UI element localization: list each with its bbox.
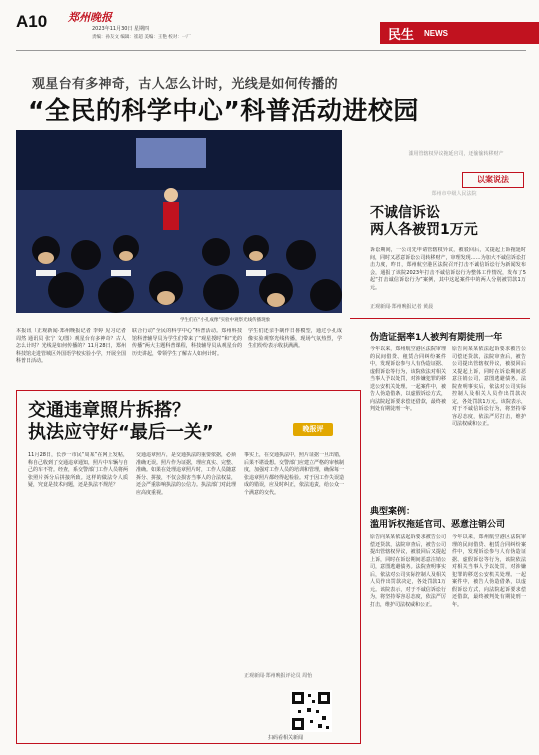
qr-pattern-icon	[290, 690, 332, 732]
headline-kicker: 观星台有多神奇，古人怎么计时，光线是如何传播的	[32, 77, 338, 92]
commentary-byline: 正观新闻·郑州晚报评论员 周怡	[244, 673, 313, 679]
story-byline: 正观新闻·郑州晚报记者 黄晨	[370, 304, 434, 310]
column-stamp: 以案说法	[462, 172, 524, 188]
page-number: A10	[16, 12, 48, 31]
masthead-divider	[16, 50, 526, 51]
qr-caption: 扫码看相关新闻	[268, 735, 304, 741]
commentary-title	[28, 400, 214, 444]
classroom-photo	[16, 130, 342, 313]
story-body2-cont: 原告向某某依法起诉要求被告公司偿还货款，法院审查后，被告公司提出管辖权异议，被驳回后又提起上诉，同时在诉讼期间恶意注销公司，意图逃避债务。法院查明事实后，依法对公司实际控制人及相关人员作出罚款决定，各处罚款1万元。该院表示，对于不诚信诉讼行为，将坚持零容忍态度，依法严厉打击，维护司法权威和公正。	[452, 346, 526, 427]
story-tagline: 滥用管辖权异议拖延官司，还偷偷转移财产	[408, 151, 504, 157]
story-lead: 诉讼期间，一公司先申请管辖权异议，被驳回后，又提起上诉拖延时间，同时又恶意诉讼公司转移财产，审理发现……为加大不诚信诉讼打击力度，昨日，郑州航空港区法院召开打击不诚信诉讼行为新闻发布会，通报了该院2023年打击不诚信诉讼行为整体工作情况，发布了5起“打击诚信诉讼行为”案例，其中这起案件中的两人分别被罚款1万元。	[370, 247, 526, 291]
lead-article-col3: 学生们还亲手制作日晷模型，通过小孔成像实验观察光线传播，现场气氛热烈，学生们纷纷表示收获满满。	[248, 328, 342, 349]
lead-article-col1: 本报讯（正观新闻·郑州晚报记者 李婷 见习记者 周然 通讯员 张宁 文/图）观星台有多神奇？古人怎么计时？光线是如何传播的？11月28日，郑州科技馆走进管城区外国语学校实验小学，开展全国科普日活动。	[16, 328, 126, 364]
commentary-title-line1: 交通违章照片拆搭？	[28, 400, 190, 421]
commentary-col3: 事实上，在交通执法中，照片证据一旦出错，后果不堪设想。交警部门应建立严格的审核制度，加强对工作人员的培训和管理，确保每一张违章照片都经得起检验。对于因工作失误造成的错误，应及时纠正，依法追责，给公众一个满意的交代。	[244, 452, 344, 496]
commentary-col2: 交通违章照片，是交通执法的重要依据，必须准确无误。照片作为证据，理应真实、完整、准确。如果在处理违章照片时，工作人员随意拆分、拼接，不仅会损害当事人的合法权益，还会严重影响执法的公信力。执法部门对此理应高度重视。	[136, 452, 236, 496]
story-body3: 原告向某某依法起诉要求被告公司偿还货款，法院审查后，被告公司提出管辖权异议，被驳回后又提起上诉，同时在诉讼期间恶意注销公司，意图逃避债务。法院查明事实后，依法对公司实际控制人及相关人员作出罚款决定，各处罚款1万元。该院表示，对于不诚信诉讼行为，将坚持零容忍态度，依法严厉打击，维护司法权威和公正。	[370, 534, 446, 608]
section-name: 民生	[388, 28, 415, 43]
story-body3-cont: 今年以来，郑州航空港区法院审理的民间借贷、租赁合同纠纷案件中，发现诉讼参与人有伪造证据、虚假诉讼等行为，该院依法对相关当事人予以处罚，对涉嫌犯罪的移送公安机关处理。一起案件中，被告人伪造借条，以虚假诉讼方式，向法院起诉要求偿还借款，最终被判处有期徒刑一年。	[452, 534, 526, 608]
issue-date: 2023年11月30日 星期四	[92, 26, 150, 32]
commentary-col1: 11月28日，长沙一市民“周某”在网上发帖，称自己收到了交通违章通知，照片中车辆与自己的车不符。经查，系交警部门工作人员将两张照片拆分后拼接所致。这样的做法令人质疑，究竟是技术问题，还是执法不规范？	[28, 452, 128, 488]
story-title-line2: 两人各被罚1万元	[370, 222, 478, 238]
section-english: NEWS	[424, 29, 448, 38]
classroom-photo-illustration	[16, 130, 342, 313]
headline-title: “全民的科学中心”科普活动进校园	[28, 96, 419, 125]
lead-article-col2: 联合行动“全民的科学中心”科普活动。郑州科技馆科普辅导员为学生们带来了“观星授时”和“光的传播”两大主题科普课程，科技辅导员从观星台的历史讲起，带领学生了解古人如何计时。	[132, 328, 242, 357]
commentary-title-line2: 执法应守好“最后一关”	[28, 422, 214, 443]
staff-line: 责编：孙友文 编辑：崔超 美编：王艳 校对：一厂	[92, 35, 191, 40]
column-stamp-sub: 郑州市中级人民法院	[431, 191, 477, 197]
commentary-tag: 晚报评	[293, 423, 333, 436]
story-subhead-3: 滥用诉权拖延官司、恶意注销公司	[370, 520, 506, 530]
story-subhead-1: 伪造证据率1人被判有期徒刑一年	[370, 333, 503, 343]
photo-caption: 学生们在“小孔成像”实验中观察光线传播现象	[180, 318, 271, 323]
story-title-line1: 不诚信诉讼	[370, 205, 440, 221]
qr-code-icon[interactable]	[290, 690, 332, 732]
story-title	[370, 205, 478, 239]
story-subhead-2: 典型案例：	[370, 507, 416, 517]
story-divider	[350, 318, 530, 319]
story-body2: 今年以来，郑州航空港区法院审理的民间借贷、租赁合同纠纷案件中，发现诉讼参与人有伪造证据、虚假诉讼等行为，该院依法对相关当事人予以处罚，对涉嫌犯罪的移送公安机关处理。一起案件中，被告人伪造借条，以虚假诉讼方式，向法院起诉要求偿还借款，最终被判处有期徒刑一年。	[370, 346, 446, 412]
newspaper-logo: 郑州晚报	[68, 11, 112, 24]
